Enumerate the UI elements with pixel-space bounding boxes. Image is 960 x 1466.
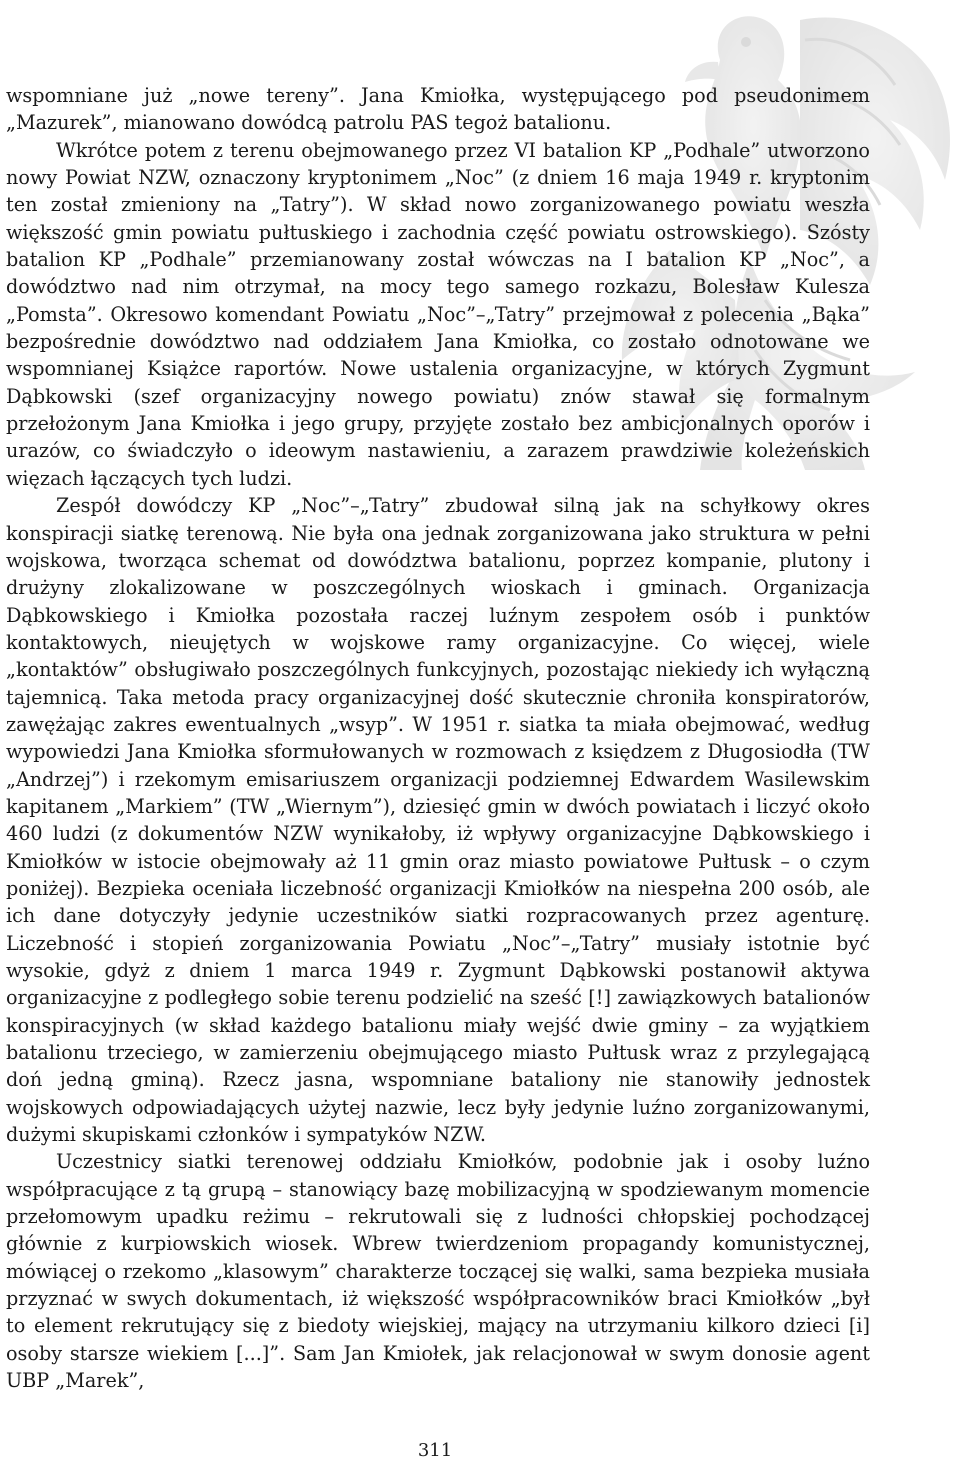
paragraph: Zespół dowódczy KP „Noc”–„Tatry” zbudował silną jak na schyłkowy okres konspiracji siatkę terenową. Nie była ona jednak zorganizowana jako struktura w pełni wojskowa, tworząca schemat od dowództwa batalionu, poprzez kompanie, plutony i drużyny zlokalizowane w poszczególnych wioskach i gminach. Organizacja Dąbkowskiego i Kmiołka pozostała raczej luźnym zespołem osób i punktów kontaktowych, nieujętych w wojskowe ramy organizacyjne. Co więcej, wiele „kontaktów” obsługiwało poszczególnych funkcyjnych, pozostając niekiedy ich wyłączną tajemnicą. Taka metoda pracy organizacyjnej dość skutecznie chroniła konspiratorów, zawężając zakres ewentualnych „wsyp”. W 1951 r. siatka ta miała obejmować, według wypowiedzi Jana Kmiołka sformułowanych w rozmowach z księdzem z Długosiodła (TW „Andrzej”) i rzekomym emisariuszem organizacji podziemnej Edwardem Wasilewskim kapitanem „Markiem” (TW „Wiernym”), dziesięć gmin w dwóch powiatach i liczyć około 460 ludzi (z dokumentów NZW wynikałoby, iż wpływy organizacyjne Dąbkowskiego i Kmiołków w istocie obejmowały aż 11 gmin oraz miasto powiatowe Pułtusk – o czym poniżej). Bezpieka oceniała liczebność organizacji Kmiołków na niespełna 200 osób, ale ich dane dotyczyły jedynie uczestników siatki rozpracowanych przez agenturę. Liczebność i stopień zorganizowania Powiatu „Noc”–„Tatry” musiały istotnie być wysokie, gdyż z dniem 1 marca 1949 r. Zygmunt Dąbkowski postanowił aktywa organizacyjne z podległego sobie terenu podzielić na sześć [!] zawiązkowych batalionów konspiracyjnych (w skład każdego batalionu miały wejść dwie gminy – za wyjątkiem batalionu trzeciego, w zamierzeniu obejmującego miasto Pułtusk wraz z przylegającą doń jedną gminą). Rzecz jasna, wspomniane bataliony nie stanowiły jednostek wojskowych odpowiadających użytej nazwie, lecz były jedynie luźno zorganizowanymi, dużymi skupiskami członków i sympatyków NZW. [6, 494, 870, 1147]
paragraph: Wkrótce potem z terenu obejmowanego przez VI batalion KP „Podhale” utworzono nowy Powiat NZW, oznaczony kryptonimem „Noc” (z dniem 16 maja 1949 r. kryptonim ten został zmieniony na „Tatry”). W skład nowo zorganizowanego powiatu weszła większość gmin powiatu pułtuskiego i zachodnia część powiatu ostrowskiego). Szósty batalion KP „Podhale” przemianowany został wówczas na I batalion KP „Noc”, a dowództwo nad nim otrzymał, na mocy tego samego rozkazu, Bolesław Kulesza „Pomsta”. Okresowo komendant Powiatu „Noc”–„Tatry” przejmował z polecenia „Bąka” bezpośrednie dowództwo nad oddziałem Jana Kmiołka, co zostało odnotowane we wspomnianej Książce raportów. Nowe ustalenia organizacyjne, w których Zygmunt Dąbkowski (szef organizacyjny nowego powiatu) znów stawał się formalnym przełożonym Jana Kmiołka i jego grupy, przyjęte zostało bez ambicjonalnych oporów i urazów, co świadczyło o ideowym nastawieniu, a zarazem prawdziwie koleżeńskich więzach łączących tych ludzi. [6, 138, 870, 490]
paragraph: wspomniane już „nowe tereny”. Jana Kmiołka, występującego pod pseudonimem „Mazurek”, mianowano dowódcą patrolu PAS tegoż batalionu. [6, 84, 870, 135]
page-number: 311 [417, 1440, 453, 1461]
body-text [6, 82, 870, 1395]
paragraph: Uczestnicy siatki terenowej oddziału Kmiołków, podobnie jak i osoby luźno współpracujące z tą grupą – stanowiący bazę mobilizacyjną w spodziewanym momencie przełomowym upadku reżimu – rekrutowali się z ludności chłopskiej pochodzącej głównie z kurpiowskich wiosek. Wbrew twierdzeniom propagandy komunistycznej, mówiącej o rzekomo „klasowym” charakterze toczącej się walki, sama bezpieka musiała przyznać w swych dokumentach, iż większość współpracowników braci Kmiołków „był to element rekrutujący się z biedoty wiejskiej, mający na utrzymaniu kilkoro dzieci [i] osoby starsze wiekiem [...]”. Sam Jan Kmiołek, jak relacjonował w swym donosie agent UBP „Marek”, [6, 1150, 870, 1393]
